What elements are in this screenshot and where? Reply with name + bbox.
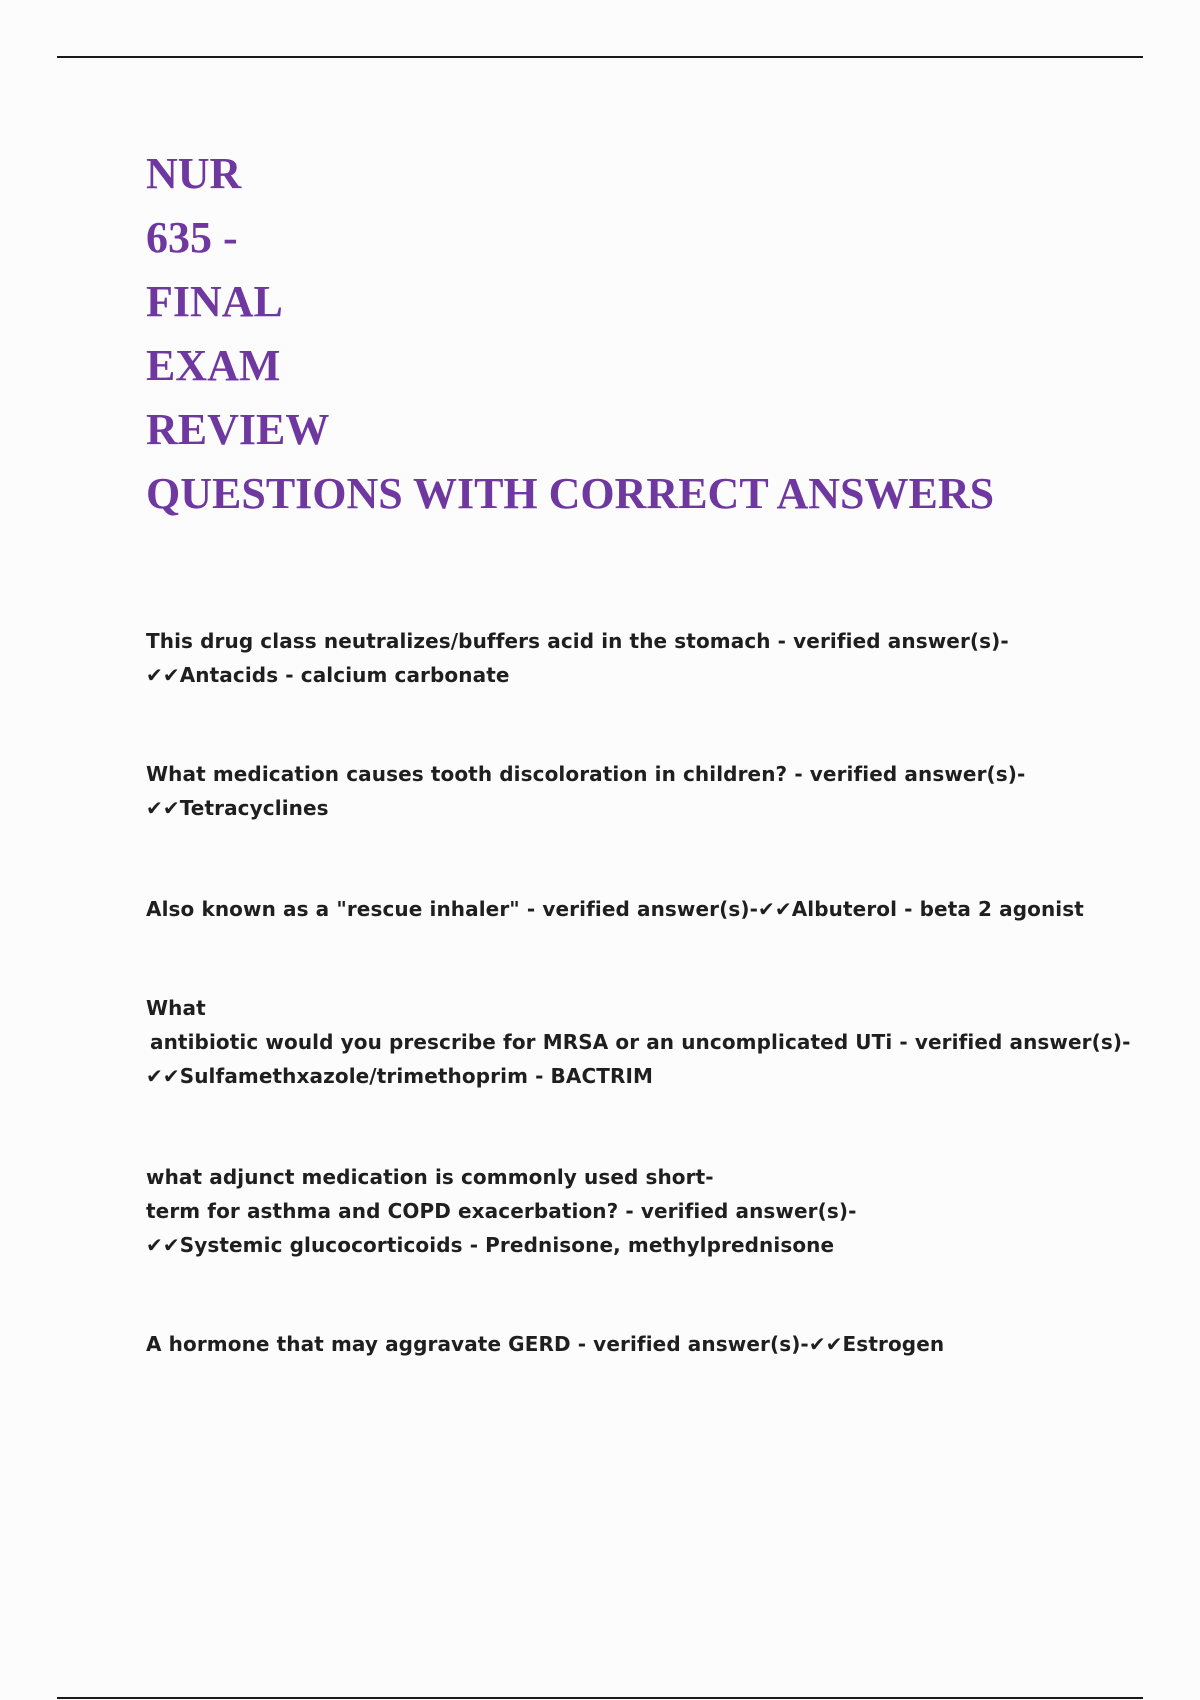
top-rule	[57, 56, 1143, 58]
qa-line: what adjunct medication is commonly used short-	[146, 1165, 714, 1189]
qa-item	[146, 624, 1086, 692]
qa-line: ✔✔Antacids - calcium carbonate	[146, 663, 510, 687]
qa-item	[146, 892, 1086, 926]
qa-item	[146, 1160, 1086, 1262]
qa-line: ✔✔Sulfamethxazole/trimethoprim - BACTRIM	[146, 1064, 654, 1088]
title-line: EXAM	[146, 341, 281, 390]
qa-line: ✔✔Tetracyclines	[146, 796, 329, 820]
qa-line: What	[146, 996, 206, 1020]
title-line: 635 -	[146, 213, 238, 262]
qa-item	[146, 757, 1086, 825]
qa-line: Also known as a "rescue inhaler" - verified answer(s)-✔✔Albuterol - beta 2 agonist	[146, 897, 1084, 921]
qa-line: term for asthma and COPD exacerbation? - verified answer(s)-	[146, 1199, 857, 1223]
document-title	[146, 142, 1146, 526]
title-line: REVIEW	[146, 405, 330, 454]
qa-item	[146, 991, 1131, 1093]
qa-item	[146, 1327, 1086, 1361]
qa-line: A hormone that may aggravate GERD - verified answer(s)-✔✔Estrogen	[146, 1332, 945, 1356]
qa-line: ✔✔Systemic glucocorticoids - Prednisone, methylprednisone	[146, 1233, 835, 1257]
bottom-rule	[57, 1697, 1143, 1699]
qa-line: antibiotic would you prescribe for MRSA or an uncomplicated UTi - verified answer(s)-	[150, 1030, 1131, 1054]
title-line: NUR	[146, 149, 242, 198]
qa-line: What medication causes tooth discoloration in children? - verified answer(s)-	[146, 762, 1026, 786]
title-line: FINAL	[146, 277, 283, 326]
title-line: QUESTIONS WITH CORRECT ANSWERS	[146, 469, 995, 518]
qa-line: This drug class neutralizes/buffers acid in the stomach - verified answer(s)-	[146, 629, 1009, 653]
